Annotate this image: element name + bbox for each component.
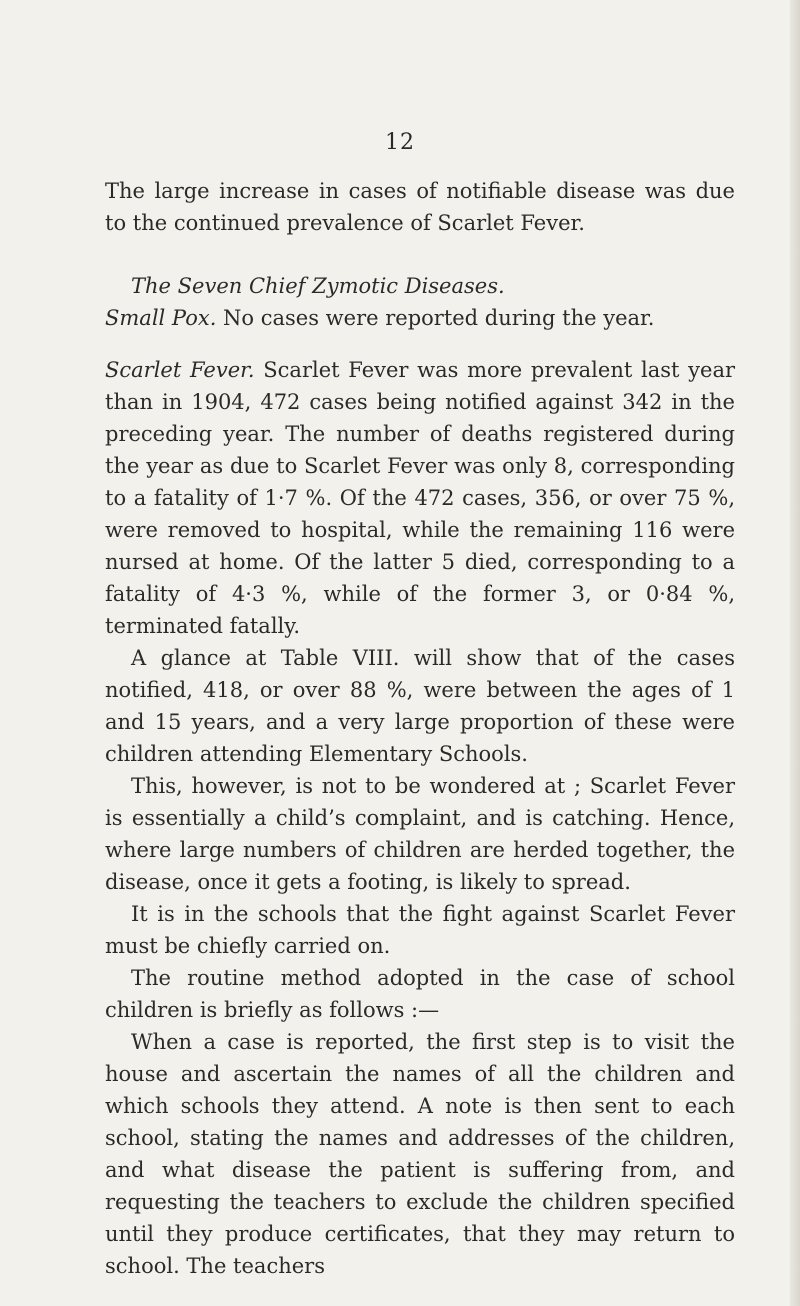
small-pox-label: Small Pox. xyxy=(105,306,217,330)
paragraph-case-reported: When a case is reported, the first step is to visit the house and ascertain the names of all the children and which schools they attend. A note is then sent to each school, stating the names and addresses of the children, and what disease the patient is suffering from, and requesting the teachers to exclude the children specified until they produce certificates, that they may return to school. The teachers xyxy=(105,1030,735,1278)
intro-paragraph xyxy=(105,175,735,239)
paragraph-childs-complaint: This, however, is not to be wondered at ; Scarlet Fever is essentially a child’s complaint, and is catching. Hence, where large numbers of children are herded together, the disease, once it gets a footing, is likely to spread. xyxy=(105,774,735,894)
scarlet-fever-text: Scarlet Fever was more prevalent last year than in 1904, 472 cases being notified against 342 in the preceding year. The number of deaths registered during the year as due to Scarlet Fever was only 8, corresponding to a fatality of 1·7 %. Of the 472 cases, 356, or over 75 %, were removed to hospital, while the remaining 116 were nursed at home. Of the latter 5 died, corresponding to a fatality of 4·3 %, while of the former 3, or 0·84 %, terminated fatally. xyxy=(105,358,736,638)
scarlet-fever-paragraph xyxy=(105,354,735,642)
page-number: 12 xyxy=(385,130,415,155)
small-pox-text: No cases were reported during the year. xyxy=(216,306,655,330)
spacer xyxy=(105,334,735,354)
paragraph-routine-method: The routine method adopted in the case of school children is briefly as follows :— xyxy=(105,966,735,1022)
paragraph-table-viii: A glance at Table VIII. will show that of the cases notified, 418, or over 88 %, were between the ages of 1 and 15 years, and a very large proportion of these were children attending Elementary Schools. xyxy=(105,646,735,766)
page-edge xyxy=(790,0,800,1306)
intro-text: The large increase in cases of notifiable disease was due to the continued prevalence of Scarlet Fever. xyxy=(105,179,735,235)
section-heading: The Seven Chief Zymotic Diseases. xyxy=(131,274,505,298)
small-pox-paragraph xyxy=(105,302,735,334)
body-text xyxy=(105,270,735,1282)
paragraph-schools-fight: It is in the schools that the fight against Scarlet Fever must be chiefly carried on. xyxy=(105,902,735,958)
scarlet-fever-label: Scarlet Fever. xyxy=(105,358,255,382)
